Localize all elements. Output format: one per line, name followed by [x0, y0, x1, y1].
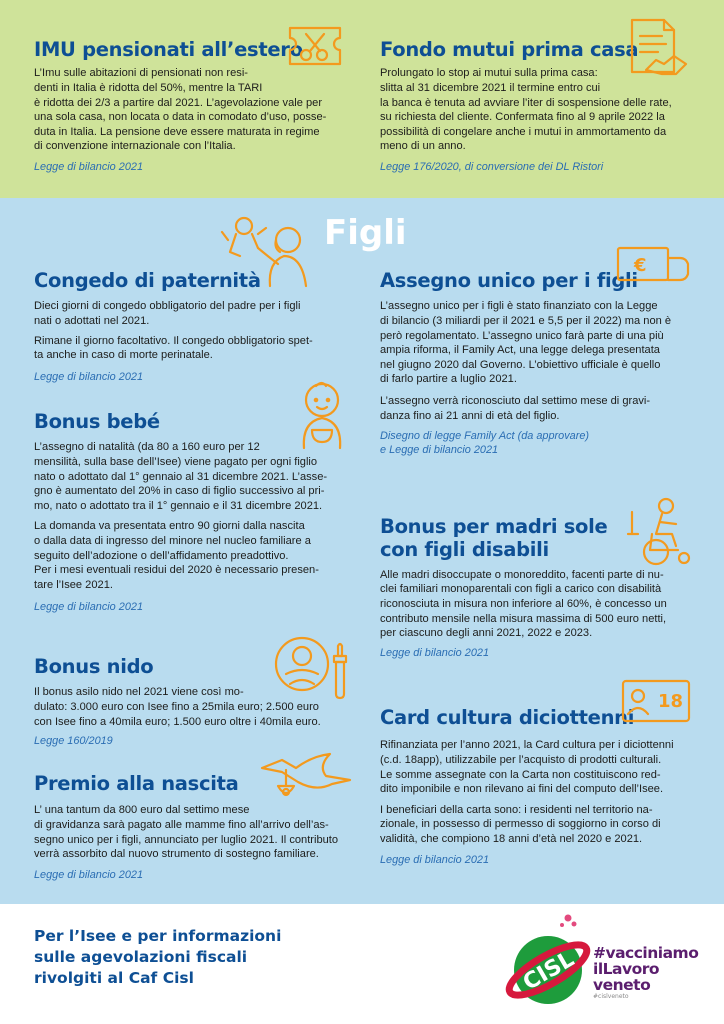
section-title-figli: Figli — [324, 213, 407, 253]
bebe-title: Bonus bebé — [34, 410, 160, 433]
assegno-text-1: L’assegno unico per i figli è stato finanziato con la Legge di bilancio (3 miliardi per il 2021 e 5,5 per il 2022) ma non è però regolamentato. L’assegno unico farà parte di una più ampia riforma, il Family Act, una legge delega presentata nel giugno 2020 dal Governo. L’obiettivo ufficiale è quello di farlo partire a luglio 2021. — [380, 300, 672, 386]
mutui-title: Fondo mutui prima casa — [380, 38, 639, 61]
card-law: Legge di bilancio 2021 — [380, 853, 489, 866]
footer-cta: Per l’Isee e per informazioni sulle agevolazioni fiscali rivolgiti al Caf Cisl — [34, 927, 282, 987]
imu-law: Legge di bilancio 2021 — [34, 160, 143, 173]
premio-title: Premio alla nascita — [34, 772, 239, 795]
cisl-logo — [502, 912, 598, 1021]
svg-text:€: € — [634, 255, 647, 276]
madri-text: Alle madri disoccupate o monoreddito, facenti parte di nu- clei familiari monoparentali con figli a carico con disabilità riconosciuta in misura non inferiore al 60%, è concesso un contributo mensile nella misura massima di 500 euro netti, per ciascuno degli anni 2021, 2022 e 2023. — [380, 568, 667, 640]
swaddled-baby-bottle-icon — [272, 630, 354, 704]
premio-law: Legge di bilancio 2021 — [34, 868, 143, 881]
wheelchair-caregiver-icon — [622, 494, 694, 568]
assegno-text-2: L’assegno verrà riconosciuto dal settimo mese di gravi- danza fino ai 21 anni di età del figlio. — [380, 394, 651, 422]
baby-icon — [294, 378, 350, 450]
nido-title: Bonus nido — [34, 655, 154, 678]
scissors-tag-icon — [284, 22, 346, 70]
congedo-text-2: Rimane il giorno facoltativo. Il congedo obbligatorio spet- ta anche in caso di morte perinatale. — [34, 334, 313, 362]
congedo-law: Legge di bilancio 2021 — [34, 370, 143, 383]
congedo-title: Congedo di paternità — [34, 269, 261, 292]
euro-banknote-hand-icon — [614, 244, 692, 288]
imu-text: L’Imu sulle abitazioni di pensionati non resi- denti in Italia è ridotta del 50%, mentre la TARI è ridotta dei 2/3 a partire dal 2021. L’agevolazione vale per una sola casa, non locata o data in comodato d’uso, posse- duta in Italia. La pensione deve essere maturata in regime di convenzione internazionale con l’Italia. — [34, 67, 327, 153]
bebe-text-2: La domanda va presentata entro 90 giorni dalla nascita o dalla data di ingresso del minore nel nucleo familiare a seguito dell’adozione o dell’affidamento preadottivo. Per i mesi eventuali residui del 2020 è necessario presen- tare l’Isee 2021. — [34, 520, 319, 591]
congedo-text-1: Dieci giorni di congedo obbligatorio del padre per i figli nati o adottati nel 2021. — [34, 300, 301, 327]
card-section — [380, 706, 700, 867]
contract-handshake-icon — [618, 16, 692, 78]
assegno-section — [380, 269, 700, 457]
cisl-logo-text: CISL — [519, 946, 579, 996]
id-card-18-icon — [620, 678, 692, 724]
assegno-title: Assegno unico per i figli — [380, 269, 638, 292]
nido-text: Il bonus asilo nido nel 2021 viene così mo- dulato: 3.000 euro con Isee fino a 25mila euro; 2.500 euro con Isee fino a 40mila euro; 1.500 euro oltre i 40mila euro. — [34, 686, 321, 728]
premio-text: L’ una tantum da 800 euro dal settimo mese di gravidanza sarà pagato alle mamme fino all’arrivo dell’as- segno unico per i figli, annunciato per luglio 2021. Il contributo verrà assorbito dal nuovo strumento di sostegno familiare. — [34, 804, 339, 861]
madri-law: Legge di bilancio 2021 — [380, 646, 489, 659]
mutui-text: Prolungato lo stop ai mutui sulla prima casa: slitta al 31 dicembre 2021 il termine entro cui la banca è tenuta ad avviare l’iter di sospensione delle rate, su richiesta del cliente. Confermata fino al 9 aprile 2022 la possibilità di congelare anche i mutui in ammortamento da meno di un anno. — [380, 67, 672, 153]
card-title: Card cultura diciottenni — [380, 706, 635, 729]
assegno-law: Disegno di legge Family Act (da approvare) e Legge di bilancio 2021 — [380, 430, 590, 457]
madri-title: Bonus per madri sole con figli disabili — [380, 515, 608, 562]
card-badge-text: 18 — [658, 691, 684, 712]
card-text-2: I beneficiari della carta sono: i residenti nel territorio na- zionale, in possesso di permesso di soggiorno in corso di validità, che compiono 18 anni d’età nel 2020 e 2021. — [380, 803, 661, 845]
mutui-law: Legge 176/2020, di conversione dei DL Ristori — [380, 160, 604, 173]
bebe-text-1: L’assegno di natalità (da 80 a 160 euro per 12 mensilità, sulla base dell’Isee) viene pagato per ogni figlio nato o adottato dal 1° gennaio al 31 dicembre 2021. L’asse- gno è aumentato del 20% in caso di figlio successivo al pri- mo, nato o adottato tra il 1° gennaio e il 31 dicembre 2021. — [34, 441, 328, 512]
congedo-section — [34, 269, 364, 384]
stork-icon — [256, 746, 356, 810]
imu-title: IMU pensionati all’estero — [34, 38, 303, 61]
nido-law: Legge 160/2019 — [34, 735, 113, 748]
card-text-1: Rifinanziata per l’anno 2021, la Card cultura per i diciottenni (c.d. 18app), utilizzabile per l’acquisto di prodotti culturali. Le somme assegnate con la Carta non costituiscono red- dito imponibile e non rilevano ai fini del computo dell’Isee. — [380, 739, 674, 796]
hashtag-vacciniamo: #vacciniamo ilLavoro veneto #cislveneto — [593, 944, 699, 1000]
bebe-law: Legge di bilancio 2021 — [34, 601, 143, 614]
